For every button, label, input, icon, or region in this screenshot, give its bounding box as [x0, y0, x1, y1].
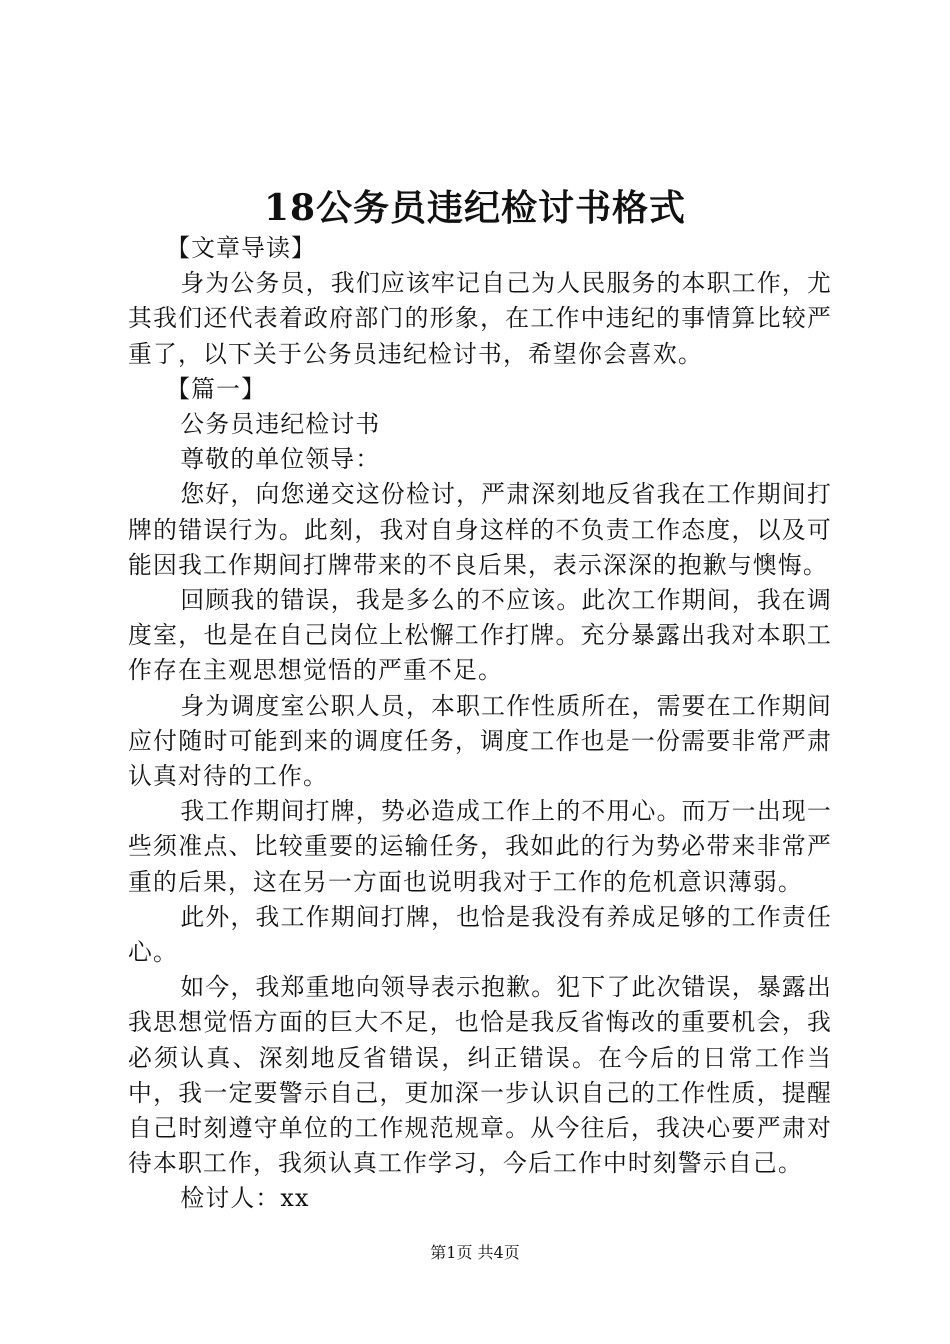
body-paragraph: 我工作期间打牌，势必造成工作上的不用心。而万一出现一些须准点、比较重要的运输任务，我如此的行为势必带来非常严重的后果，这在另一方面也说明我对于工作的危机意识薄弱。	[128, 797, 832, 896]
body-paragraph: 您好，向您递交这份检讨，严肃深刻地反省我在工作期间打牌的错误行为。此刻，我对自身这样的不负责工作态度，以及可能因我工作期间打牌带来的不良后果，表示深深的抱歉与懊悔。	[128, 480, 832, 579]
section-label-intro: 【文章导读】	[166, 234, 317, 262]
letter-signature: 检讨人：xx	[180, 1184, 310, 1213]
page-number-footer: 第1页 共4页	[430, 1243, 520, 1262]
document-title: 18公务员违纪检讨书格式	[263, 187, 687, 229]
document-body	[128, 231, 832, 1217]
intro-paragraph: 身为公务员，我们应该牢记自己为人民服务的本职工作，尤其我们还代表着政府部门的形象，在工作中违纪的事情算比较严重了，以下关于公务员违纪检讨书，希望你会喜欢。	[128, 269, 832, 368]
body-paragraph: 身为调度室公职人员，本职工作性质所在，需要在工作期间应付随时可能到来的调度任务，调度工作也是一份需要非常严肃认真对待的工作。	[128, 691, 832, 791]
body-paragraph: 此外，我工作期间打牌，也恰是我没有养成足够的工作责任心。	[128, 902, 832, 967]
body-paragraph: 如今，我郑重地向领导表示抱歉。犯下了此次错误，暴露出我思想觉悟方面的巨大不足，也恰是我反省悔改的重要机会，我必须认真、深刻地反省错误，纠正错误。在今后的日常工作当中，我一定要警示自己，更加深一步认识自己的工作性质，提醒自己时刻遵守单位的工作规范规章。从今往后，我决心要严肃对待本职工作，我须认真工作学习，今后工作中时刻警示自己。	[128, 973, 832, 1178]
body-paragraph: 回顾我的错误，我是多么的不应该。此次工作期间，我在调度室，也是在自己岗位上松懈工作打牌。充分暴露出我对本职工作存在主观思想觉悟的严重不足。	[128, 586, 832, 685]
letter-salutation: 尊敬的单位领导：	[180, 445, 381, 474]
letter-subject: 公务员违纪检讨书	[180, 410, 381, 439]
section-label-part-one: 【篇一】	[166, 374, 267, 403]
